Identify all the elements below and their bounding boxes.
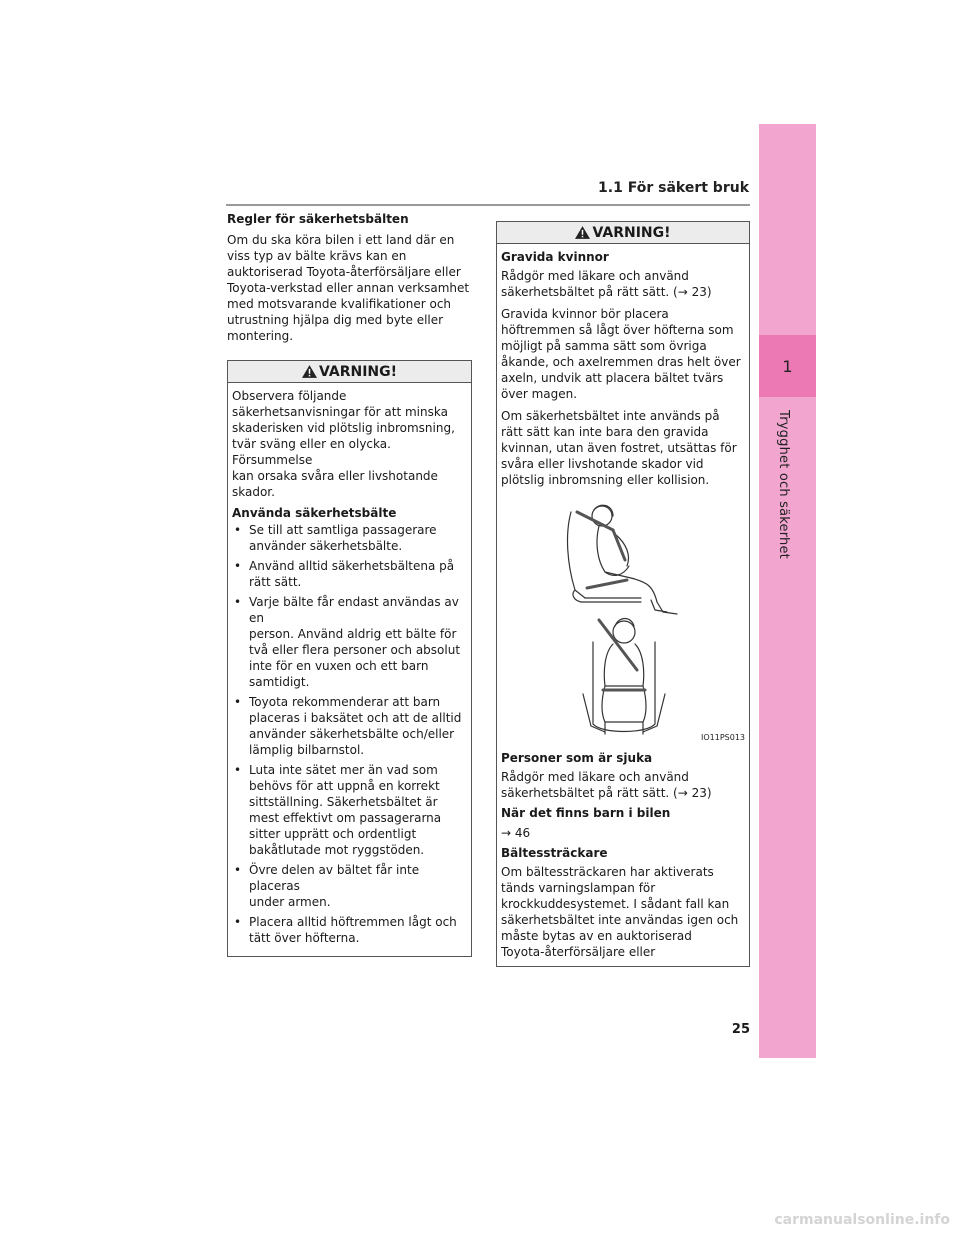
pregnant-heading: Gravida kvinnor bbox=[501, 250, 609, 264]
warning-header bbox=[228, 361, 471, 383]
pretensioner-heading: Bältessträckare bbox=[501, 846, 608, 860]
chapter-title: Trygghet och säkerhet bbox=[776, 410, 791, 559]
illustration-svg bbox=[501, 494, 747, 746]
left-column bbox=[227, 211, 472, 957]
list-item: • Placera alltid höftremmen lågt och tätt över höfterna. bbox=[234, 915, 457, 945]
sick-persons-paragraph: Rådgör med läkare och använd säkerhetsbältet på rätt sätt. (→ 23) bbox=[501, 770, 712, 800]
children-heading: När det finns barn i bilen bbox=[501, 806, 671, 820]
warning-bullet-list bbox=[232, 522, 467, 946]
pregnant-paragraph-1: Rådgör med läkare och använd säkerhetsbältet på rätt sätt. (→ 23) bbox=[501, 269, 712, 299]
pregnant-paragraph-3: Om säkerhetsbältet inte används på rätt sätt kan inte bara den gravida kvinnan, utan även fostret, utsättas för svåra eller livshotande skador vid plötslig inbromsning eller kollision. bbox=[501, 409, 737, 487]
page-number: 25 bbox=[731, 1022, 750, 1037]
warning-box-right bbox=[496, 221, 750, 967]
section-header: 1.1 För säkert bruk bbox=[598, 180, 749, 196]
seatbelt-rules-heading: Regler för säkerhetsbälten bbox=[227, 212, 409, 226]
sick-persons-heading: Personer som är sjuka bbox=[501, 751, 653, 765]
pregnant-paragraph-2: Gravida kvinnor bör placera höftremmen så lågt över höfterna som möjligt på samma sätt som övriga åkande, och axelremmen dras helt över axeln, undvik att placera bältet tvärs över magen. bbox=[501, 307, 741, 401]
list-item: • Luta inte sätet mer än vad som behövs för att uppnå en korrekt sittställning. Säkerhetsbältet är mest effektivt om passagerarna sitter upprätt och ordentligt bakåtlutade mot ryggstöden. bbox=[234, 763, 442, 857]
pregnant-seatbelt-illustration bbox=[501, 494, 747, 746]
list-item: • Varje bälte får endast användas av en person. Använd aldrig ett bälte för två eller flera personer och absolut inte för en vuxen och ett barn samtidigt. bbox=[234, 595, 461, 689]
warning-title: VARNING! bbox=[592, 224, 671, 241]
warning-box-left bbox=[227, 360, 472, 957]
warning-triangle-icon bbox=[302, 365, 317, 378]
seatbelt-rules-intro: Om du ska köra bilen i ett land där en viss typ av bälte krävs kan en auktoriserad Toyota-återförsäljare eller Toyota-verkstad eller annan verksamhet med motsvarande kvalifikationer och utrustning hjälpa dig med byte eller montering. bbox=[227, 233, 470, 343]
children-paragraph: → 46 bbox=[501, 826, 531, 840]
warning-title: VARNING! bbox=[318, 363, 398, 380]
warning-subheading: Använda säkerhetsbälte bbox=[232, 506, 397, 520]
list-item: • Använd alltid säkerhetsbältena på rätt sätt. bbox=[234, 559, 455, 589]
chapter-side-tab bbox=[759, 124, 816, 1058]
pretensioner-paragraph: Om bältessträckaren har aktiverats tänds varningslampan för krockkuddesystemet. I sådant fall kan säkerhetsbältet inte användas igen och måste bytas av en auktoriserad Toyota-återförsäljare eller bbox=[501, 865, 739, 959]
warning-header bbox=[497, 222, 749, 244]
header-divider bbox=[226, 204, 750, 206]
chapter-number: 1 bbox=[759, 335, 816, 397]
warning-triangle-icon bbox=[575, 226, 590, 239]
list-item: • Övre delen av bältet får inte placeras under armen. bbox=[234, 863, 420, 909]
warning-intro: Observera följande säkerhetsanvisningar för att minska skaderisken vid plötslig inbromsning, tvär sväng eller en olycka. Försummelse kan orsaka svåra eller livshotande skador. bbox=[232, 389, 455, 499]
figure-caption: IO11PS013 bbox=[700, 733, 745, 742]
list-item: • Se till att samtliga passagerare använder säkerhetsbälte. bbox=[234, 523, 437, 553]
right-column bbox=[496, 221, 750, 967]
watermark: carmanualsonline.info bbox=[774, 1212, 950, 1228]
list-item: • Toyota rekommenderar att barn placeras i baksätet och att de alltid använder säkerhetsbälte och/eller lämplig bilbarnstol. bbox=[234, 695, 462, 757]
